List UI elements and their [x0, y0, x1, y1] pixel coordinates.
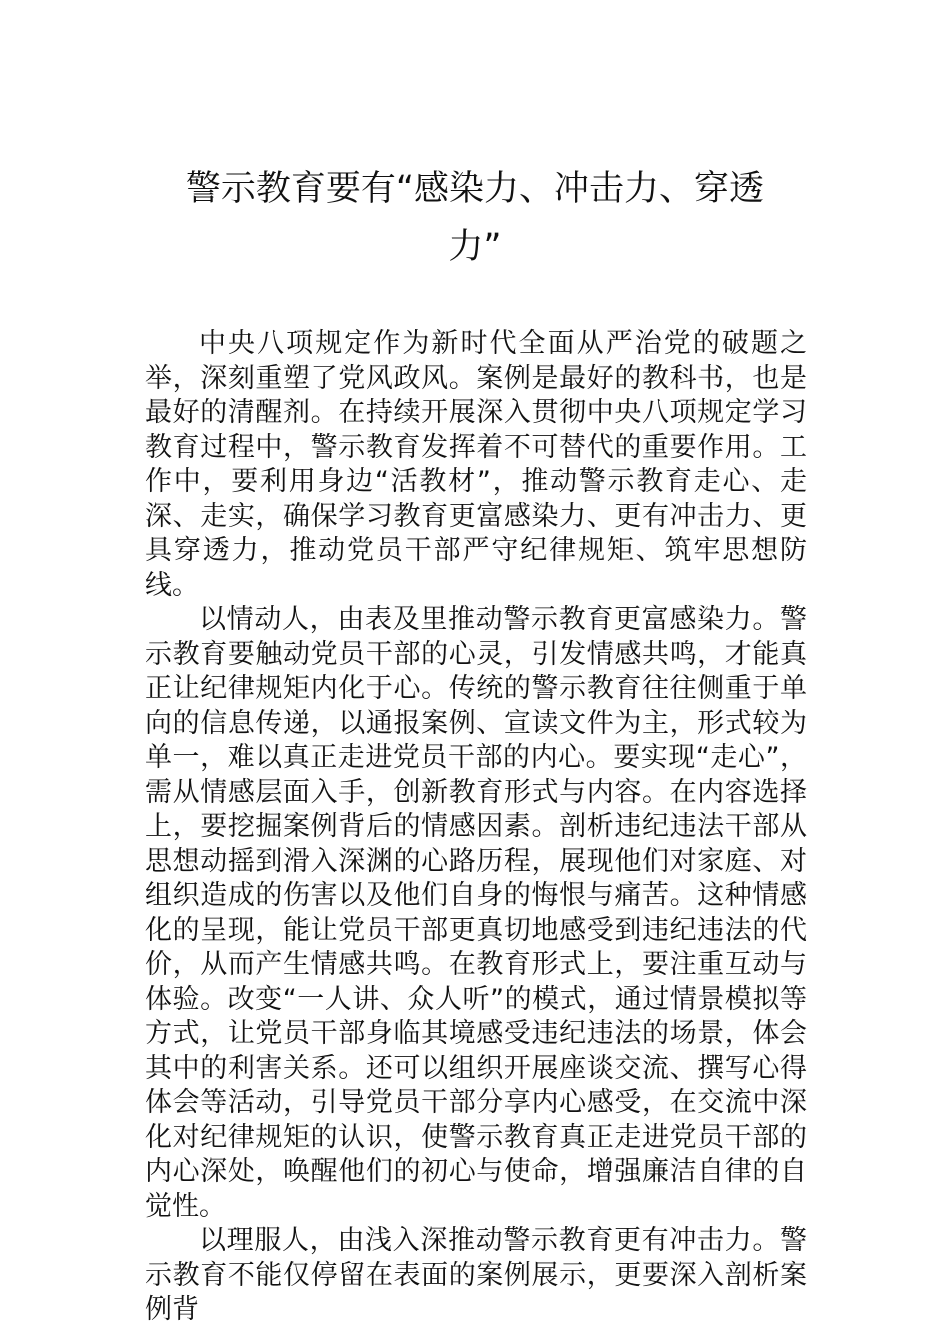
- paragraph-intro: 中央八项规定作为新时代全面从严治党的破题之举，深刻重塑了党风政风。案例是最好的教科书，也是最好的清醒剂。在持续开展深入贯彻中央八项规定学习教育过程中，警示教育发挥着不可替代的重要作用。工作中，要利用身边“活教材”，推动警示教育走心、走深、走实，确保学习教育更富感染力、更有冲击力、更具穿透力，推动党员干部严守纪律规矩、筑牢思想防线。: [145, 328, 807, 601]
- paragraph-reason: 以理服人，由浅入深推动警示教育更有冲击力。警示教育不能仅停留在表面的案例展示，更要深入剖析案例背: [145, 1225, 807, 1325]
- document-body: [145, 327, 807, 1328]
- document-title: 警示教育要有“感染力、冲击力、穿透力”: [185, 169, 765, 267]
- paragraph-emotion: 以情动人，由表及里推动警示教育更富感染力。警示教育要触动党员干部的心灵，引发情感共鸣，才能真正让纪律规矩内化于心。传统的警示教育往往侧重于单向的信息传递，以通报案例、宣读文件为主，形式较为单一，难以真正走进党员干部的内心。要实现“走心”，需从情感层面入手，创新教育形式与内容。在内容选择上，要挖掘案例背后的情感因素。剖析违纪违法干部从思想动摇到滑入深渊的心路历程，展现他们对家庭、对组织造成的伤害以及他们自身的悔恨与痛苦。这种情感化的呈现，能让党员干部更真切地感受到违纪违法的代价，从而产生情感共鸣。在教育形式上，要注重互动与体验。改变“一人讲、众人听”的模式，通过情景模拟等方式，让党员干部身临其境感受违纪违法的场景，体会其中的利害关系。还可以组织开展座谈交流、撰写心得体会等活动，引导党员干部分享内心感受，在交流中深化对纪律规矩的认识，使警示教育真正走进党员干部的内心深处，唤醒他们的初心与使命，增强廉洁自律的自觉性。: [145, 604, 807, 1222]
